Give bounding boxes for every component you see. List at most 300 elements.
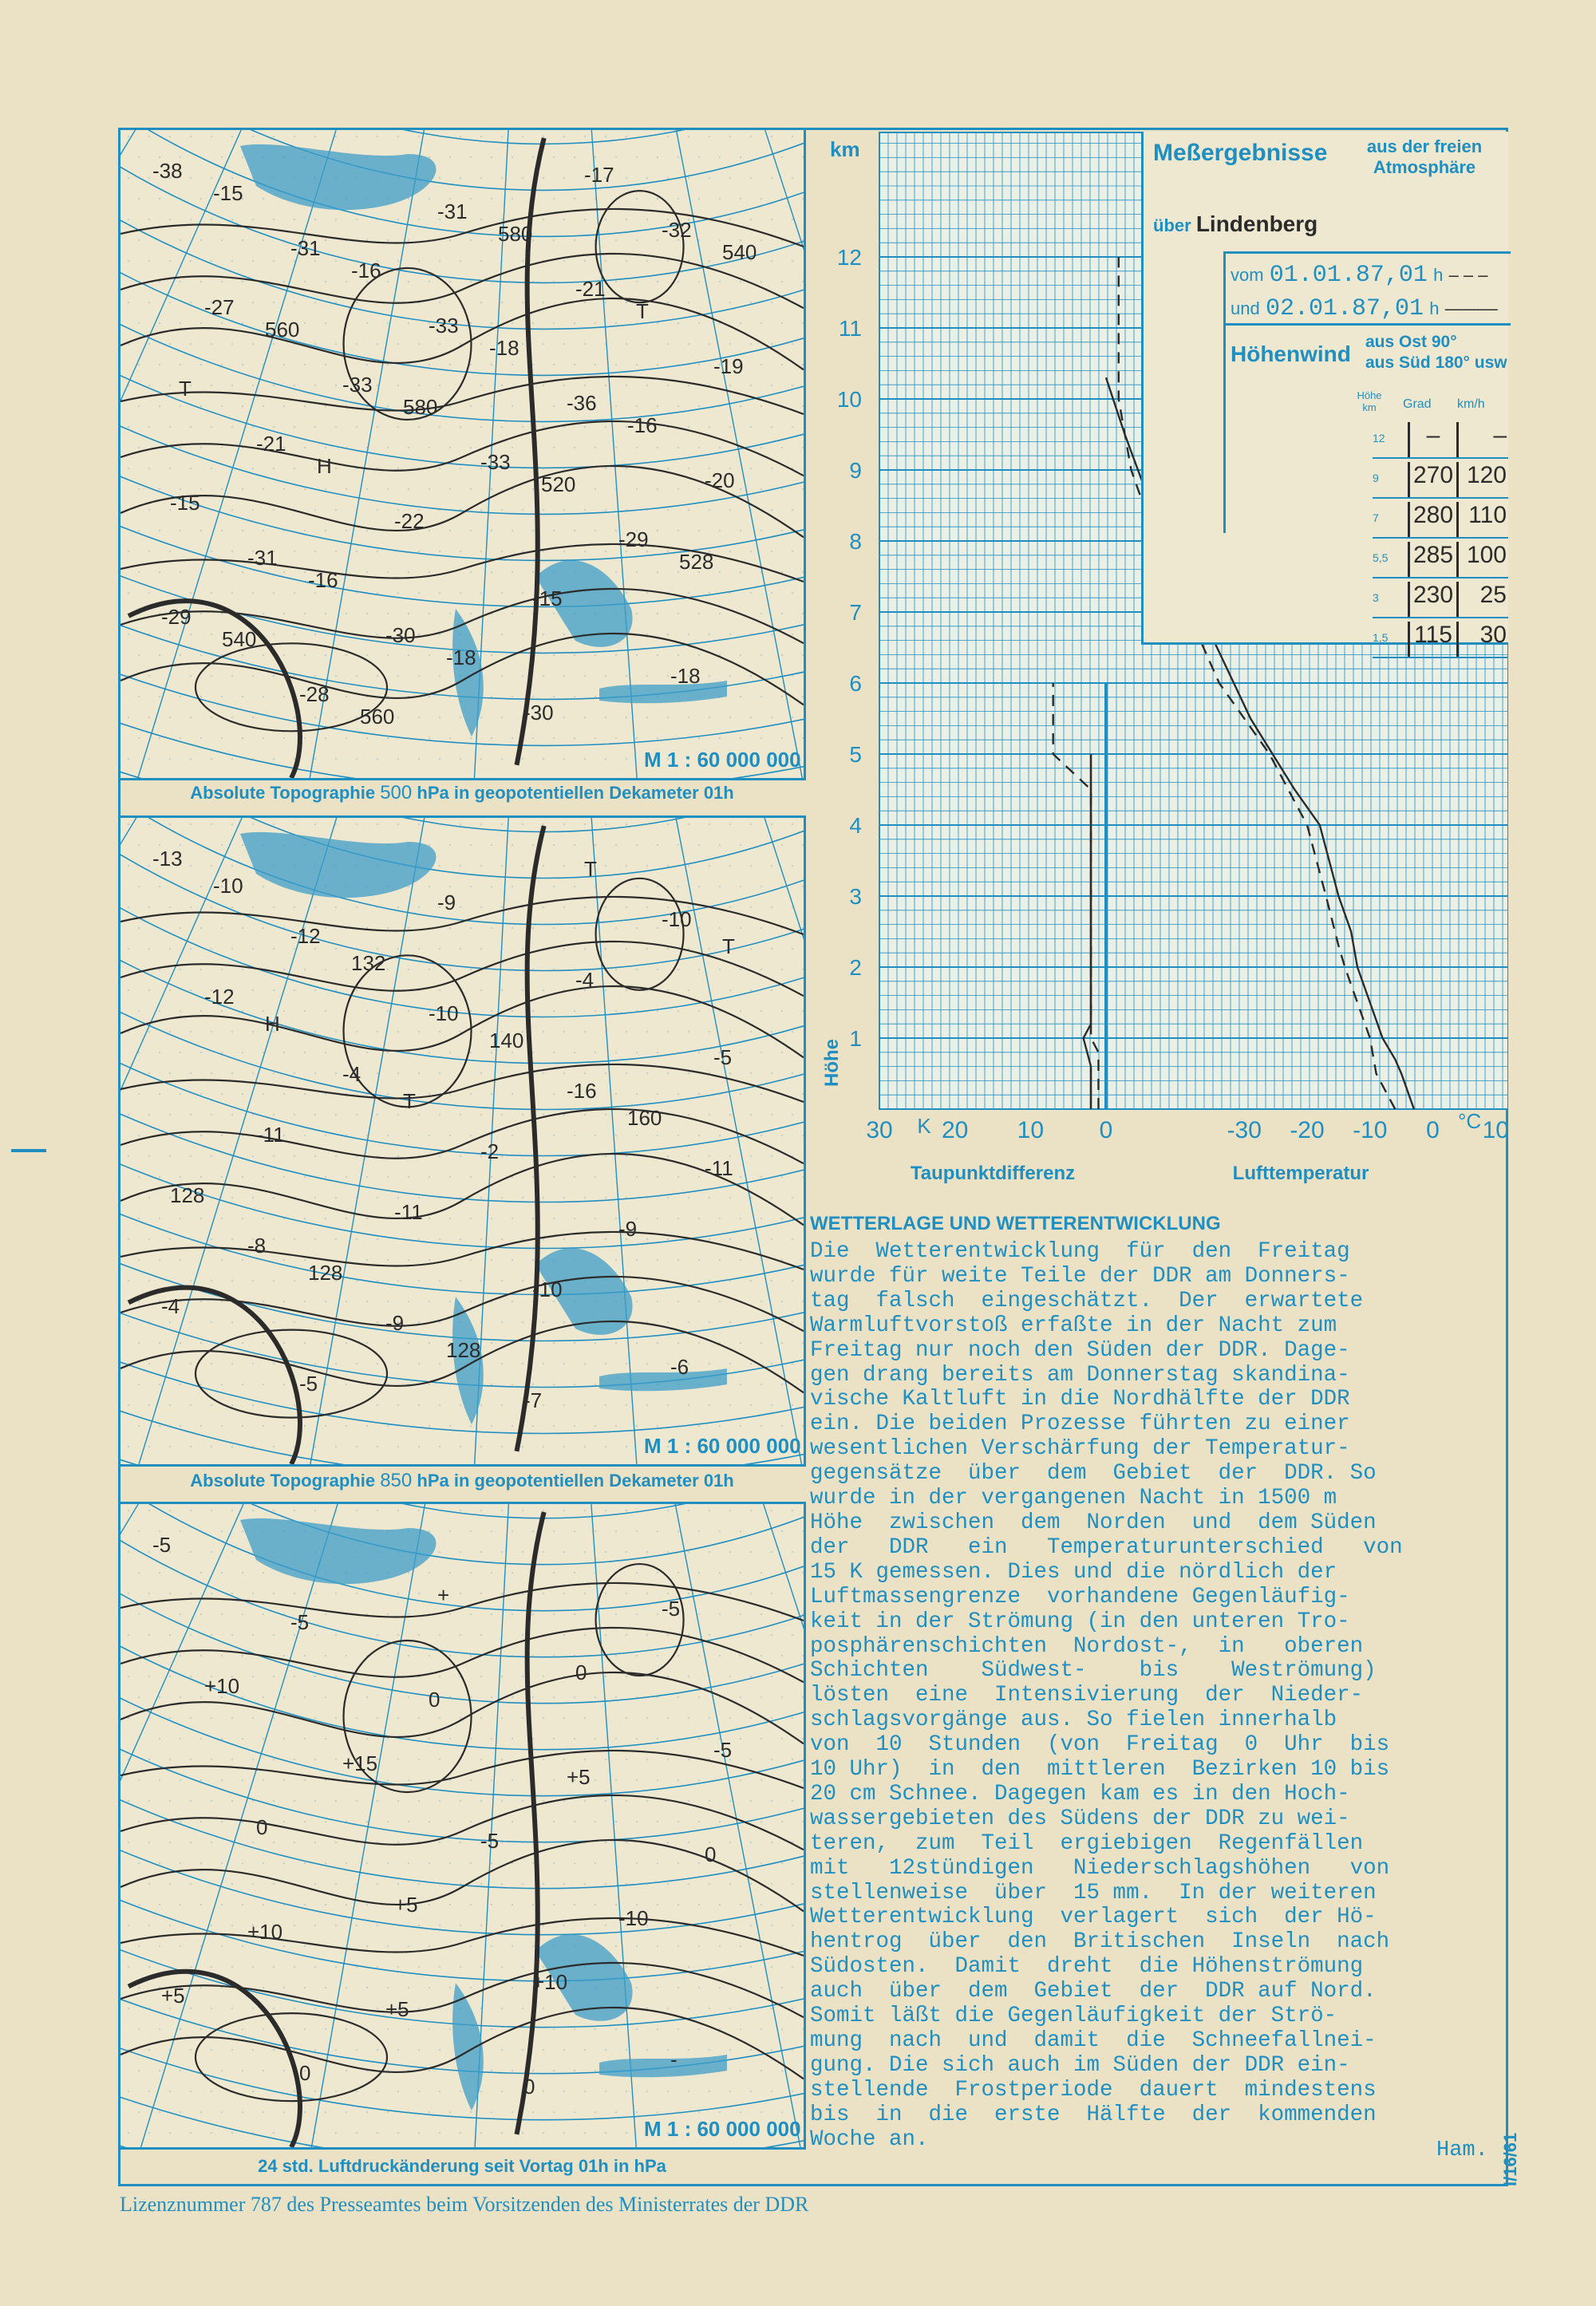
stipple-dot — [429, 1176, 431, 1179]
stipple-dot — [148, 1551, 151, 1554]
wind-direction: 115 — [1408, 622, 1459, 657]
stipple-dot — [211, 468, 213, 470]
stipple-dot — [667, 551, 670, 553]
map-value-label: H — [317, 454, 332, 478]
stipple-dot — [605, 1551, 607, 1554]
stipple-dot — [387, 2111, 389, 2114]
stipple-dot — [470, 1218, 472, 1220]
stipple-dot — [792, 509, 794, 511]
stipple-dot — [439, 1634, 441, 1637]
stipple-dot — [792, 551, 794, 553]
stipple-dot — [543, 2049, 545, 2051]
stipple-dot — [760, 1945, 763, 1948]
stipple-dot — [688, 509, 690, 511]
stipple-dot — [449, 1987, 452, 1989]
wind-title: Höhenwind — [1231, 342, 1351, 366]
stipple-dot — [273, 823, 275, 826]
stipple-dot — [252, 948, 255, 950]
stipple-dot — [750, 634, 753, 636]
map-value-label: -33 — [342, 373, 373, 397]
latitude-line — [120, 818, 804, 1064]
date-box — [1223, 251, 1511, 326]
stipple-dot — [480, 1883, 483, 1885]
map-value-label: -33 — [480, 450, 511, 474]
stipple-dot — [740, 1530, 742, 1533]
report-line: der DDR ein Temperaturunterschied von — [810, 1534, 1403, 1560]
stipple-dot — [522, 551, 524, 553]
stipple-dot — [449, 1738, 452, 1740]
stipple-dot — [698, 1779, 701, 1782]
stipple-dot — [169, 385, 172, 387]
stipple-dot — [200, 1779, 203, 1782]
report-line: wesentlichen Verschärfung der Temperatur- — [810, 1436, 1350, 1462]
stipple-dot — [698, 844, 701, 847]
stipple-dot — [760, 613, 763, 615]
map-canvas — [120, 130, 804, 778]
stipple-dot — [667, 823, 670, 826]
stipple-dot — [263, 1218, 265, 1220]
stipple-dot — [294, 823, 296, 826]
stipple-dot — [325, 1218, 327, 1220]
stipple-dot — [252, 1363, 255, 1365]
stipple-dot — [792, 634, 794, 636]
stipple-dot — [231, 1800, 234, 1803]
stipple-dot — [626, 1593, 628, 1595]
stipple-dot — [729, 717, 732, 719]
stipple-dot — [439, 1883, 441, 1885]
stipple-dot — [314, 823, 317, 826]
water-black-sea — [599, 2055, 727, 2077]
stipple-dot — [169, 1593, 172, 1595]
stipple-dot — [356, 1280, 358, 1282]
stipple-dot — [377, 219, 379, 221]
stipple-dot — [626, 758, 628, 760]
stipple-dot — [252, 219, 255, 221]
map-value-label: +10 — [204, 1674, 240, 1698]
stipple-dot — [750, 1031, 753, 1033]
x-tick-labels — [866, 1117, 1508, 1143]
stipple-dot — [397, 948, 400, 950]
stipple-dot — [314, 906, 317, 909]
stipple-dot — [387, 1259, 389, 1262]
stipple-dot — [709, 1510, 711, 1512]
stipple-dot — [781, 737, 784, 740]
stipple-dot — [750, 468, 753, 470]
stipple-dot — [563, 1238, 566, 1241]
stipple-dot — [138, 239, 140, 242]
stipple-dot — [211, 1031, 213, 1033]
stipple-dot — [169, 1883, 172, 1885]
stipple-dot — [615, 1259, 618, 1262]
stipple-dot — [242, 1176, 244, 1179]
stipple-dot — [491, 1010, 493, 1013]
stipple-dot — [429, 1987, 431, 1989]
stipple-dot — [553, 530, 555, 532]
stipple-dot — [325, 1010, 327, 1013]
stipple-dot — [709, 948, 711, 950]
stipple-dot — [418, 1593, 421, 1595]
stipple-dot — [646, 2091, 649, 2093]
stipple-dot — [584, 1238, 587, 1241]
stipple-dot — [543, 1800, 545, 1803]
map-value-label: -28 — [299, 682, 330, 706]
stipple-dot — [543, 634, 545, 636]
stipple-dot — [522, 1238, 524, 1241]
stipple-dot — [480, 865, 483, 867]
stipple-dot — [480, 1321, 483, 1324]
stipple-dot — [615, 654, 618, 657]
report-line: Luftmassengrenze vorhandene Gegenläufig- — [810, 1584, 1350, 1609]
stipple-dot — [180, 737, 182, 740]
stipple-dot — [719, 2111, 721, 2114]
stipple-dot — [429, 198, 431, 200]
stipple-dot — [792, 1404, 794, 1407]
stipple-dot — [709, 1197, 711, 1199]
stipple-dot — [294, 1966, 296, 1968]
stipple-dot — [698, 1301, 701, 1303]
stipple-dot — [169, 2049, 172, 2051]
stipple-dot — [190, 551, 192, 553]
stipple-dot — [532, 1425, 535, 1427]
stipple-dot — [159, 1945, 161, 1948]
stipple-dot — [512, 1738, 514, 1740]
stipple-dot — [678, 1425, 680, 1427]
report-line: stellende Frostperiode dauert mindestens — [810, 2077, 1377, 2103]
map-value-label: -31 — [247, 546, 278, 570]
stipple-dot — [646, 1800, 649, 1803]
stipple-dot — [128, 634, 130, 636]
stipple-dot — [553, 1904, 555, 1906]
stipple-dot — [366, 1779, 369, 1782]
stipple-dot — [356, 219, 358, 221]
stipple-dot — [657, 1342, 659, 1345]
stipple-dot — [200, 405, 203, 408]
stipple-dot — [387, 737, 389, 740]
stipple-dot — [574, 2028, 576, 2031]
stipple-dot — [180, 1342, 182, 1345]
stipple-dot — [636, 1904, 638, 1906]
stipple-dot — [491, 969, 493, 971]
stipple-dot — [584, 1446, 587, 1448]
stipple-dot — [574, 927, 576, 930]
stipple-dot — [439, 1966, 441, 1968]
stipple-dot — [304, 1779, 306, 1782]
stipple-dot — [314, 1155, 317, 1158]
stipple-dot — [553, 969, 555, 971]
stipple-dot — [491, 737, 493, 740]
stipple-dot — [180, 571, 182, 574]
stipple-dot — [781, 1821, 784, 1823]
stipple-dot — [273, 1321, 275, 1324]
stipple-dot — [335, 823, 338, 826]
stipple-dot — [148, 1321, 151, 1324]
meridian-line — [544, 1504, 804, 1990]
stipple-dot — [719, 198, 721, 200]
stipple-dot — [242, 1572, 244, 1574]
stipple-dot — [709, 1883, 711, 1885]
stipple-dot — [553, 844, 555, 847]
wind-speed: 30 — [1479, 622, 1507, 648]
stipple-dot — [169, 1842, 172, 1844]
stipple-dot — [346, 1821, 348, 1823]
stipple-dot — [626, 1551, 628, 1554]
stipple-dot — [439, 1925, 441, 1927]
stipple-dot — [802, 2111, 804, 2114]
stipple-dot — [698, 1093, 701, 1096]
stipple-dot — [221, 571, 223, 574]
stipple-dot — [460, 592, 462, 594]
stipple-dot — [470, 530, 472, 532]
stipple-dot — [563, 385, 566, 387]
stipple-dot — [377, 906, 379, 909]
stipple-dot — [304, 1342, 306, 1345]
stipple-dot — [626, 302, 628, 304]
stipple-dot — [729, 551, 732, 553]
stipple-dot — [242, 737, 244, 740]
stipple-dot — [346, 1259, 348, 1262]
stipple-dot — [719, 156, 721, 159]
stipple-dot — [283, 1779, 286, 1782]
stipple-dot — [429, 1384, 431, 1386]
stipple-dot — [335, 1676, 338, 1678]
stipple-dot — [771, 468, 773, 470]
stipple-dot — [397, 823, 400, 826]
stipple-dot — [719, 530, 721, 532]
stipple-dot — [304, 1904, 306, 1906]
stipple-dot — [169, 136, 172, 138]
stipple-dot — [449, 1218, 452, 1220]
stipple-dot — [771, 1717, 773, 1720]
stipple-dot — [200, 1301, 203, 1303]
stipple-dot — [688, 1155, 690, 1158]
stipple-dot — [304, 322, 306, 325]
stipple-dot — [356, 823, 358, 826]
latitude-line — [120, 818, 804, 1388]
stipple-dot — [242, 1613, 244, 1616]
stipple-dot — [377, 1238, 379, 1241]
stipple-dot — [740, 1425, 742, 1427]
stipple-dot — [418, 2008, 421, 2010]
stipple-dot — [148, 1197, 151, 1199]
stipple-dot — [263, 1384, 265, 1386]
stipple-dot — [563, 1446, 566, 1448]
stipple-dot — [792, 1551, 794, 1554]
date2-value: 02.01.87,01 — [1265, 295, 1424, 322]
stipple-dot — [377, 1114, 379, 1116]
stipple-dot — [760, 1655, 763, 1657]
stipple-dot — [366, 1176, 369, 1179]
stipple-dot — [480, 1593, 483, 1595]
stipple-dot — [128, 758, 130, 760]
stipple-dot — [740, 1862, 742, 1865]
stipple-dot — [574, 696, 576, 698]
stipple-dot — [460, 2091, 462, 2093]
map-value-label: 528 — [679, 550, 714, 574]
stipple-dot — [273, 1404, 275, 1407]
stipple-dot — [563, 1404, 566, 1407]
stipple-dot — [563, 219, 566, 221]
stipple-dot — [273, 343, 275, 346]
stipple-dot — [698, 405, 701, 408]
stipple-dot — [792, 2049, 794, 2051]
stipple-dot — [584, 260, 587, 263]
stipple-dot — [501, 136, 504, 138]
map-value-label: -29 — [161, 605, 192, 629]
stipple-dot — [148, 1072, 151, 1075]
stipple-dot — [418, 1883, 421, 1885]
stipple-dot — [792, 260, 794, 263]
stipple-dot — [366, 1945, 369, 1948]
stipple-dot — [449, 2111, 452, 2114]
stipple-dot — [200, 1696, 203, 1699]
stipple-dot — [719, 1093, 721, 1096]
stipple-dot — [532, 1384, 535, 1386]
stipple-dot — [325, 1738, 327, 1740]
stipple-dot — [657, 1425, 659, 1427]
stipple-dot — [501, 1883, 504, 1885]
stipple-dot — [636, 1987, 638, 1989]
stipple-dot — [460, 1966, 462, 1968]
stipple-dot — [429, 1862, 431, 1865]
stipple-dot — [138, 654, 140, 657]
stipple-dot — [729, 823, 732, 826]
stipple-dot — [304, 1135, 306, 1137]
caption-part: Absolute Topographie — [190, 783, 376, 803]
stipple-dot — [273, 2091, 275, 2093]
stipple-dot — [750, 1676, 753, 1678]
stipple-dot — [180, 447, 182, 449]
station-prefix: über — [1153, 215, 1191, 235]
stipple-dot — [356, 1925, 358, 1927]
stipple-dot — [314, 302, 317, 304]
stipple-dot — [138, 1135, 140, 1137]
wind-row — [1373, 459, 1508, 499]
stipple-dot — [200, 364, 203, 366]
stipple-dot — [325, 2070, 327, 2072]
stipple-dot — [200, 1342, 203, 1345]
stipple-dot — [387, 364, 389, 366]
stipple-dot — [148, 1800, 151, 1803]
map-value-label: +5 — [567, 1765, 591, 1789]
stipple-dot — [543, 468, 545, 470]
stipple-dot — [522, 1280, 524, 1282]
stipple-dot — [605, 1634, 607, 1637]
stipple-dot — [128, 468, 130, 470]
stipple-dot — [231, 2049, 234, 2051]
stipple-dot — [802, 1052, 804, 1054]
stipple-dot — [190, 634, 192, 636]
stipple-dot — [314, 385, 317, 387]
stipple-dot — [802, 239, 804, 242]
report-line: lösten eine Intensivierung der Nieder- — [810, 1683, 1364, 1708]
stipple-dot — [346, 969, 348, 971]
stipple-dot — [231, 823, 234, 826]
stipple-dot — [491, 2028, 493, 2031]
date2-prefix: und — [1231, 298, 1260, 318]
stipple-dot — [325, 1655, 327, 1657]
stipple-dot — [709, 509, 711, 511]
stipple-dot — [657, 1301, 659, 1303]
margin-mark — [11, 1149, 46, 1152]
stipple-dot — [595, 1425, 597, 1427]
stipple-dot — [563, 468, 566, 470]
temp-tick-label: -10 — [1353, 1117, 1388, 1143]
stipple-dot — [760, 2028, 763, 2031]
stipple-dot — [200, 156, 203, 159]
map-value-label: -4 — [342, 1062, 361, 1086]
stipple-dot — [605, 2049, 607, 2051]
stipple-dot — [335, 426, 338, 428]
stipple-dot — [605, 989, 607, 992]
stipple-dot — [781, 1987, 784, 1989]
stipple-dot — [180, 198, 182, 200]
stipple-dot — [657, 1613, 659, 1616]
stipple-dot — [678, 1093, 680, 1096]
stipple-dot — [491, 1218, 493, 1220]
stipple-dot — [304, 654, 306, 657]
stipple-dot — [283, 1655, 286, 1657]
stipple-dot — [273, 1593, 275, 1595]
stipple-dot — [449, 447, 452, 449]
stipple-dot — [802, 737, 804, 740]
stipple-dot — [563, 2049, 566, 2051]
stipple-dot — [480, 1031, 483, 1033]
stipple-dot — [543, 1842, 545, 1844]
stipple-dot — [470, 322, 472, 325]
stipple-dot — [449, 1904, 452, 1906]
stipple-dot — [397, 1072, 400, 1075]
stipple-dot — [138, 1530, 140, 1533]
map-value-label: -12 — [204, 985, 235, 1009]
stipple-dot — [128, 823, 130, 826]
stipple-dot — [138, 1425, 140, 1427]
stipple-dot — [491, 1135, 493, 1137]
stipple-dot — [802, 1010, 804, 1013]
stipple-dot — [242, 1655, 244, 1657]
stipple-dot — [553, 1135, 555, 1137]
stipple-dot — [636, 571, 638, 574]
stipple-dot — [470, 969, 472, 971]
stipple-dot — [211, 2008, 213, 2010]
stipple-dot — [335, 1197, 338, 1199]
stipple-dot — [491, 198, 493, 200]
stipple-dot — [408, 2028, 410, 2031]
stipple-dot — [200, 447, 203, 449]
stipple-dot — [615, 1010, 618, 1013]
stipple-dot — [377, 1925, 379, 1927]
stipple-dot — [356, 1883, 358, 1885]
map-canvas — [120, 818, 804, 1464]
stipple-dot — [335, 1321, 338, 1324]
stipple-dot — [211, 1155, 213, 1158]
stipple-dot — [283, 2028, 286, 2031]
stipple-dot — [491, 1259, 493, 1262]
stipple-dot — [221, 1613, 223, 1616]
stipple-dot — [553, 927, 555, 930]
stipple-dot — [128, 551, 130, 553]
latitude-line — [120, 130, 804, 375]
stipple-dot — [159, 1904, 161, 1906]
stipple-dot — [387, 2028, 389, 2031]
stipple-dot — [491, 1904, 493, 1906]
stipple-dot — [646, 906, 649, 909]
dewpoint-axis-title: Taupunktdifferenz — [910, 1163, 1076, 1184]
stipple-dot — [180, 1779, 182, 1782]
stipple-dot — [553, 1696, 555, 1699]
stipple-dot — [252, 2132, 255, 2134]
stipple-dot — [325, 1301, 327, 1303]
trough-line — [516, 1512, 543, 2134]
